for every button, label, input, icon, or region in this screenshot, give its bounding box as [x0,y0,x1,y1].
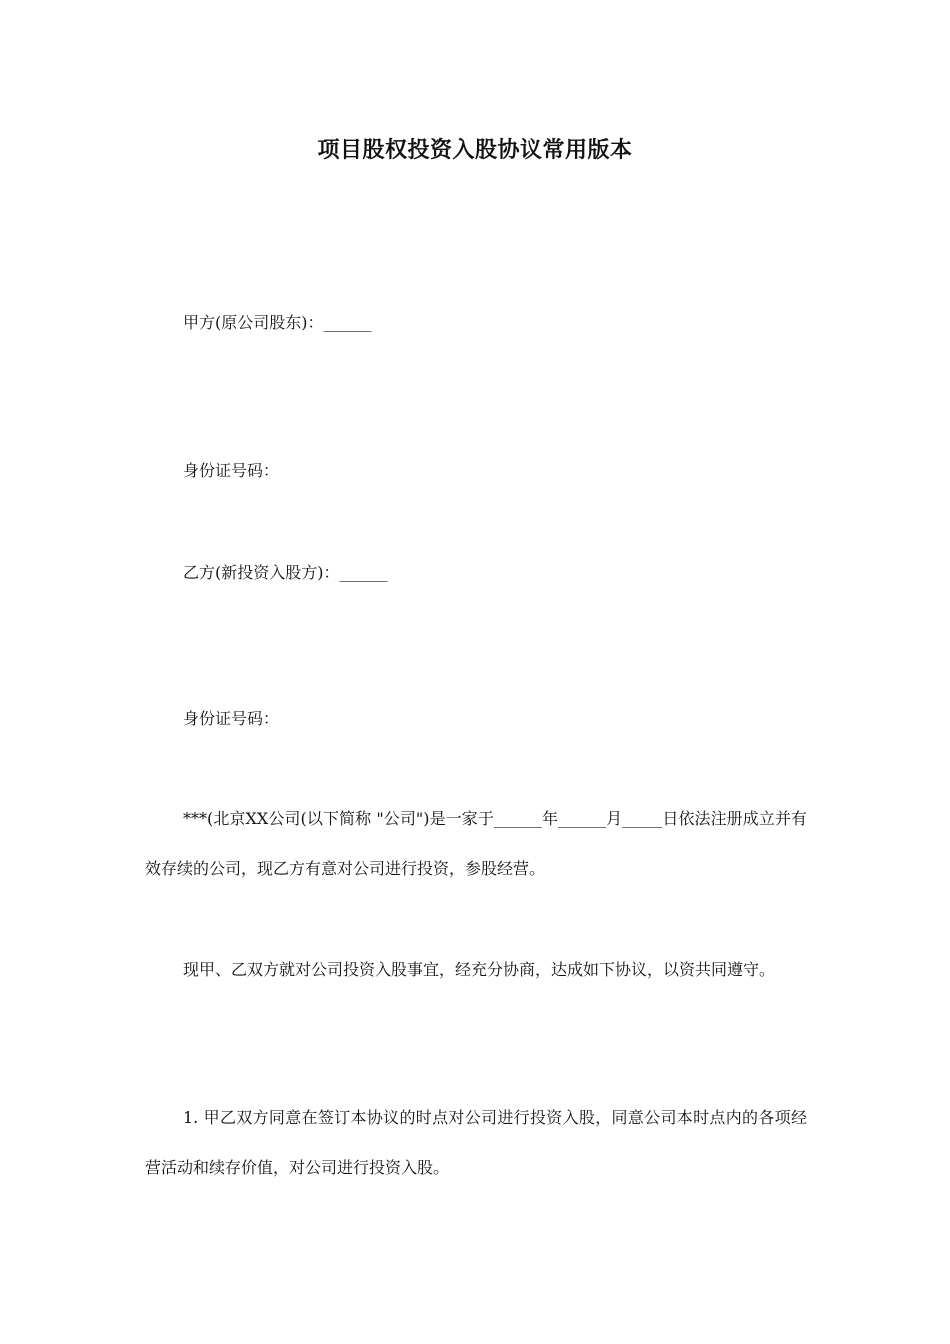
party-b-id-line: 身份证号码： [183,709,280,728]
party-a-id-line: 身份证号码： [183,461,280,480]
party-a-line: 甲方(原公司股东)：______ [183,313,372,332]
intro-paragraph: ***(北京XX公司(以下简称 "公司")是一家于______年______月_____日依法注册成立并有效存续的公司，现乙方有意对公司进行投资，参股经营。 [145,809,807,878]
agreement-paragraph: 现甲、乙双方就对公司投资入股事宜，经充分协商，达成如下协议，以资共同遵守。 [183,960,776,979]
party-b-line: 乙方(新投资入股方)：______ [183,563,388,582]
clause-1-paragraph: 1. 甲乙双方同意在签订本协议的时点对公司进行投资入股，同意公司本时点内的各项经营活动和续存价值，对公司进行投资入股。 [145,1108,807,1177]
document-title: 项目股权投资入股协议常用版本 [317,138,633,163]
